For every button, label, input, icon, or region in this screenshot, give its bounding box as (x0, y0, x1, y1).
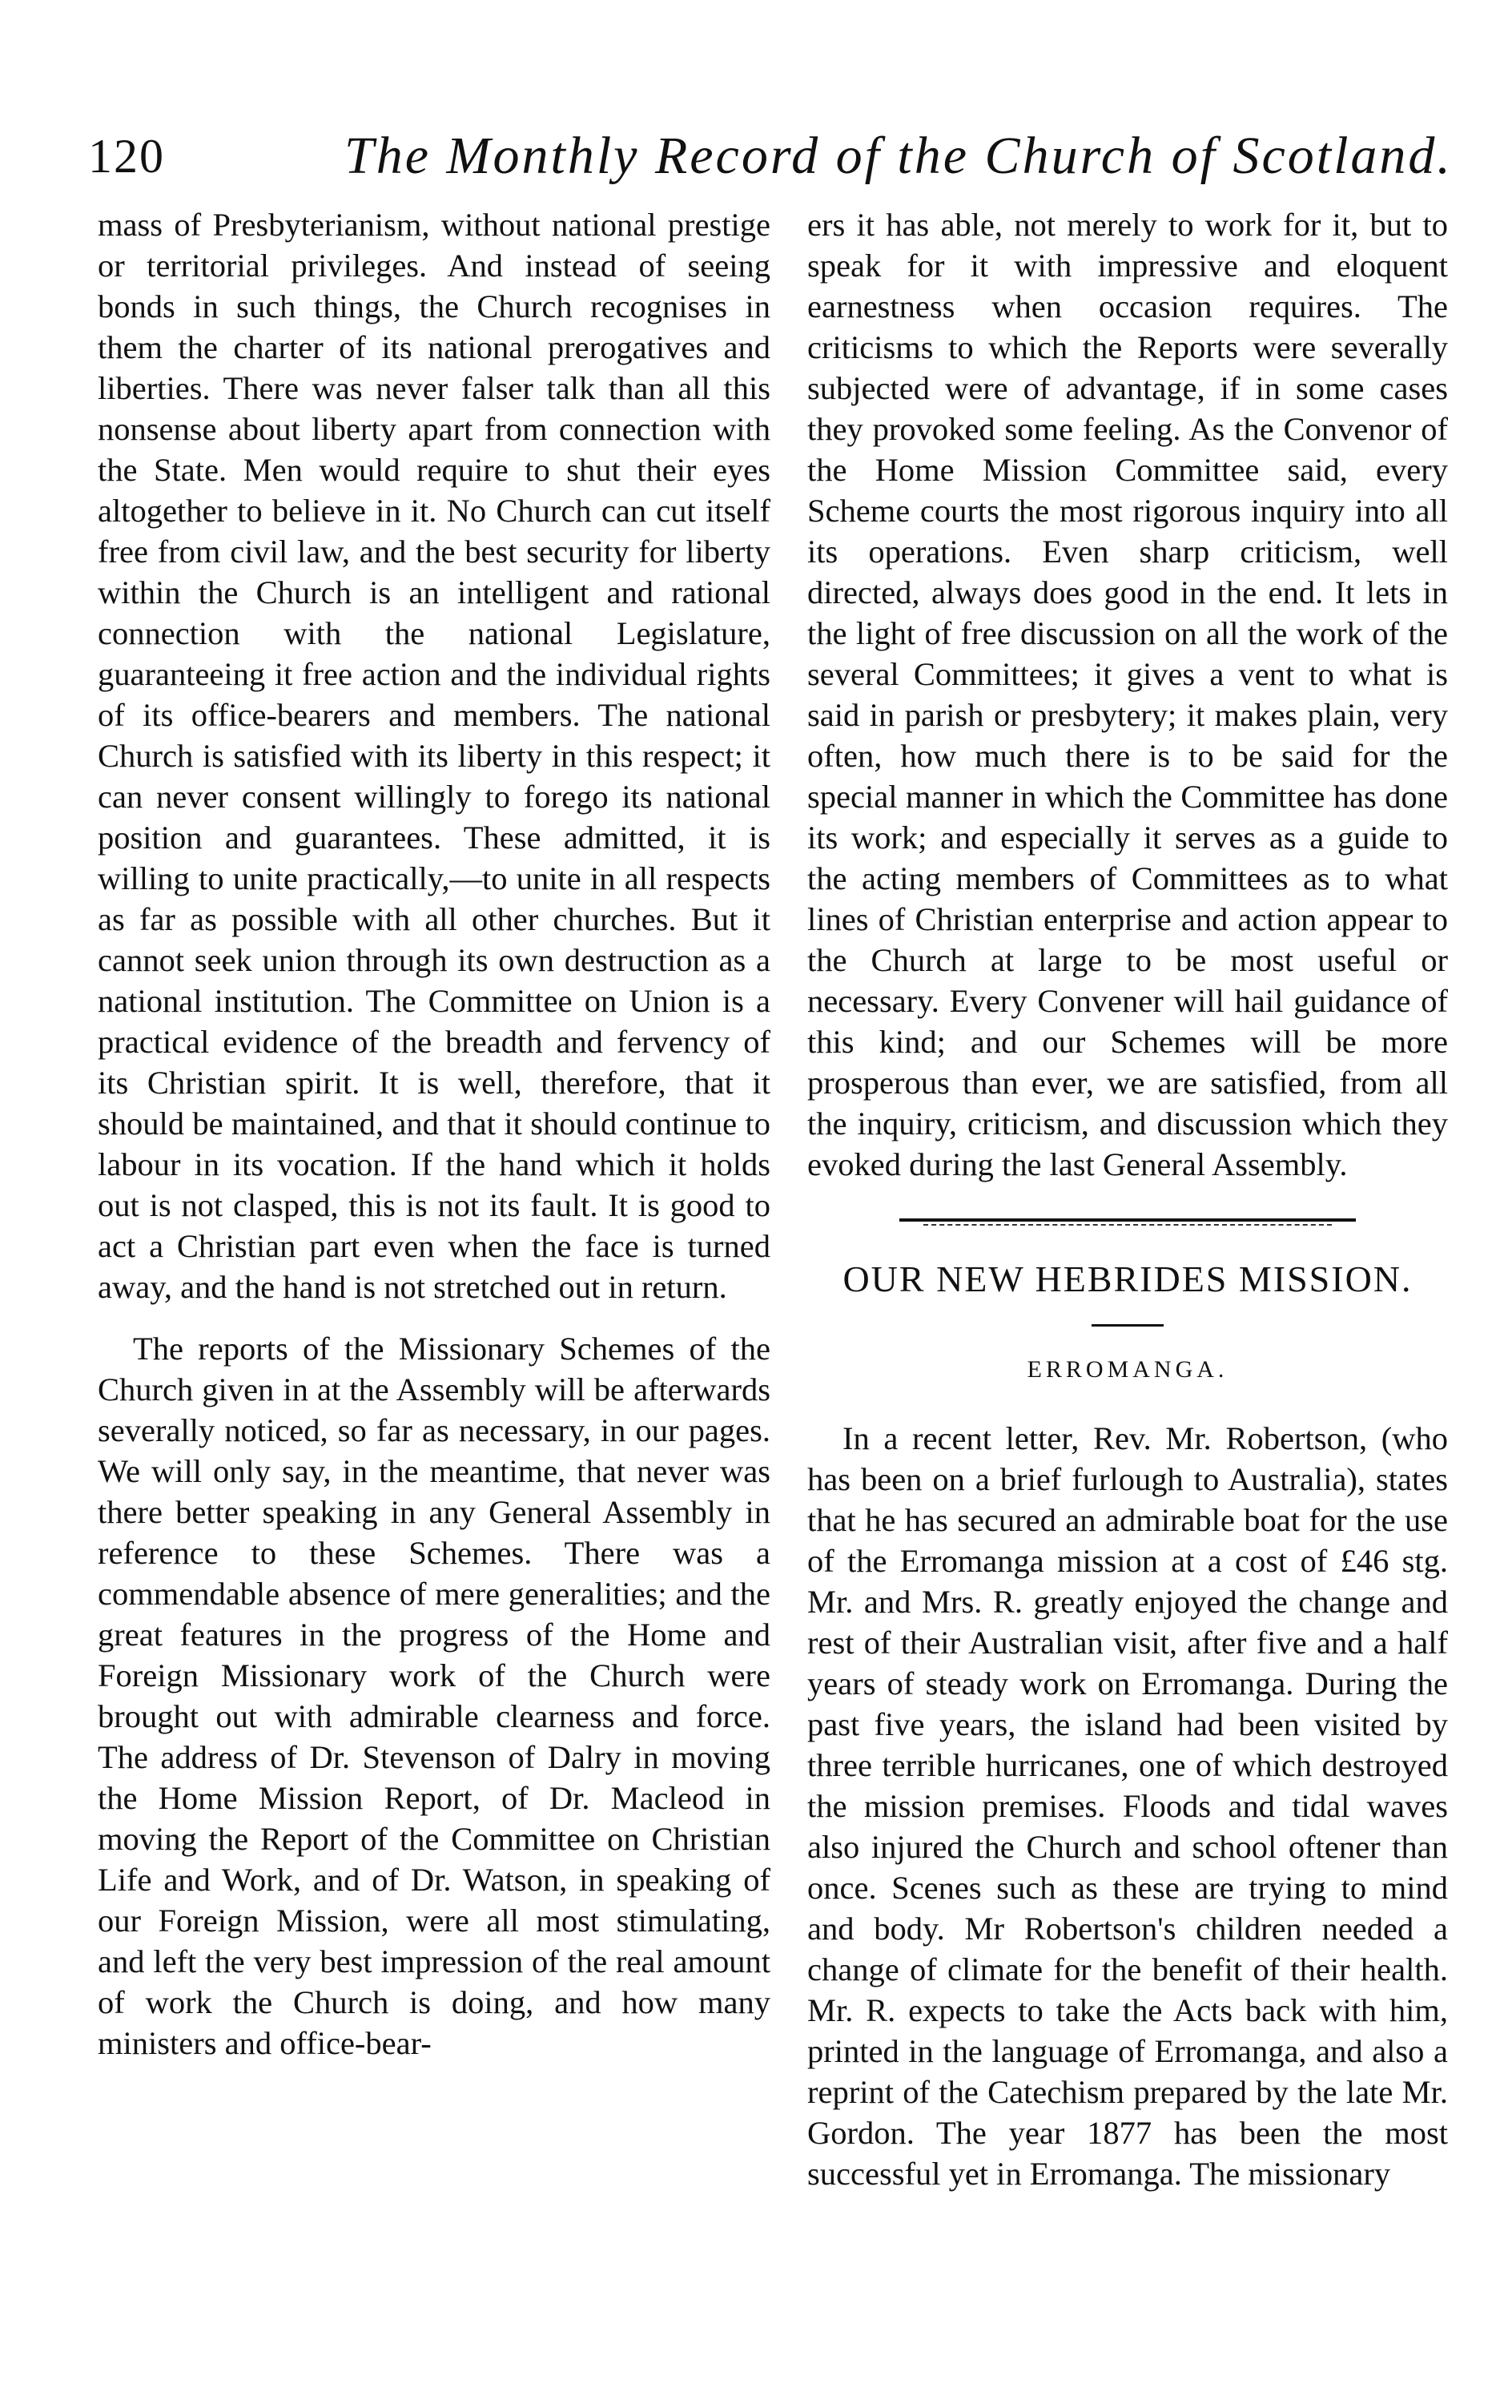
running-title: The Monthly Record of the Church of Scotland. (344, 127, 1453, 185)
page-number: 120 (88, 130, 165, 183)
left-paragraph-2: The reports of the Missionary Schemes of the Church given in at the Assembly will be afterwards severally noticed, so far as necessary, in our pages. We will only say, in the meantime, that never was there better speaking in any General Assembly in reference to these Schemes. There was a commendable absence of mere generalities; and the great features in the progress of the Home and Foreign Missionary work of the Church were brought out with admirable clearness and force. The address of Dr. Stevenson of Dalry in moving the Home Mission Report, of Dr. Macleod in moving the Report of the Committee on Christian Life and Work, and of Dr. Watson, in speaking of our Foreign Mission, were all most stimulating, and left the very best impression of the real amount of work the Church is doing, and how many ministers and office-bear- (98, 1331, 770, 2061)
right-paragraph-2: In a recent letter, Rev. Mr. Robertson, (who has been on a brief furlough to Australia), states that he has secured an admirable boat for the use of the Erromanga mission at a cost of £46 stg. Mr. and Mrs. R. greatly enjoyed the change and rest of their Australian visit, after five and a half years of steady work on Erromanga. During the past five years, the island had been visited by three terrible hurricanes, one of which destroyed the mission premises. Floods and tidal waves also injured the Church and school oftener than once. Scenes such as these are trying to mind and body. Mr Robertson's children needed a change of climate for the benefit of their health. Mr. R. expects to take the Acts back with him, printed in the language of Erromanga, and also a reprint of the Catechism prepared by the late Mr. Gordon. The year 1877 has been the most successful yet in Erromanga. The missionary (807, 1420, 1448, 2192)
right-column (807, 204, 1448, 2194)
right-paragraph-1: ers it has able, not merely to work for it, but to speak for it with impressive and eloquent earnestness when occasion requires. The criticisms to which the Reports were severally subjected were of advantage, if in some cases they provoked some feeling. As the Convenor of the Home Mission Committee said, every Scheme courts the most rigorous inquiry into all its operations. Even sharp criticism, well directed, always does good in the end. It lets in the light of free discussion on all the work of the several Committees; it gives a vent to what is said in parish or presbytery; it makes plain, very often, how much there is to be said for the special manner in which the Committee has done its work; and especially it serves as a guide to the acting members of Committees as to what lines of Christian enterprise and action appear to the Church at large to be most useful or necessary. Every Convener will hail guidance of this kind; and our Schemes will be more prosperous than ever, we are satisfied, from all the inquiry, criticism, and discussion which they evoked during the last General Assembly. (807, 207, 1448, 1182)
title-rule (1092, 1324, 1164, 1327)
left-paragraph-1: mass of Presbyterianism, without national prestige or territorial privileges. And instead of seeing bonds in such things, the Church recognises in them the charter of its national prerogatives and liberties. There was never falser talk than all this nonsense about liberty apart from connection with the State. Men would require to shut their eyes altogether to believe in it. No Church can cut itself free from civil law, and the best security for liberty within the Church is an intelligent and rational connection with the national Legislature, guaranteeing it free action and the individual rights of its office-bearers and members. The national Church is satisfied with its liberty in this respect; it can never consent willingly to forego its national position and guarantees. These admitted, it is willing to unite practically,—to unite in all respects as far as possible with all other churches. But it cannot seek union through its own destruction as a national institution. The Committee on Union is a practical evidence of the breadth and fervency of its Christian spirit. It is well, therefore, that it should be maintained, and that it should continue to labour in its vocation. If the hand which it holds out is not clasped, this is not its fault. It is good to act a Christian part even when the face is turned away, and the hand is not stretched out in return. (98, 207, 770, 1305)
left-column (98, 204, 770, 2064)
section-divider (899, 1217, 1356, 1228)
section-title: OUR NEW HEBRIDES MISSION. (842, 1258, 1413, 1299)
section-subtitle: ERROMANGA. (1027, 1356, 1228, 1383)
page-header (88, 120, 1453, 200)
